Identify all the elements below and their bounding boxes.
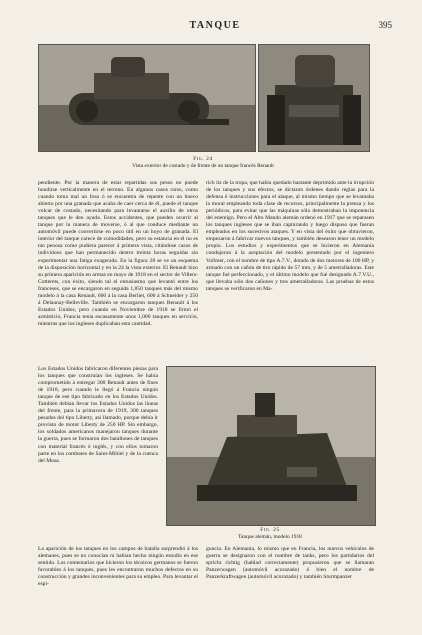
running-head [38,20,392,34]
figure-24-front-photo [258,44,370,152]
figure-25-caption [166,527,374,541]
figure-25-label: Fig. 25 [260,527,280,533]
paragraph: rich itz de la tropa, que había quedado bastante deprimido ante la irrupción de los tanques y sus efectos, se dictaron órdenes dando reglas para la defensa é instrucciones para el ataque, al mismo tiempo que se levantaba la moral empleando toda clase de recursos, principalmente la prensa y los periódicos, para evitar que las máquinas sólo demostraban la impotencia del enemigo. Pero el Alto Mando alemán ordenó en 1917 que se reparasen los tanques ingleses que se iban capturando y luego dispuso que fueran empleados en los sucesivos ataques. Y en vista del éxito que obtuvieron, empezaron á fabricar nuevos tanques, y también desearon tener un modelo propio. Los estudios y experimentos que se hicieron en Alemania condujeron á la aceptación del modelo presentado por el ingeniero Vollmer, con el nombre de tipo A.7.V., dotado de dos motores de 100 HP, y armado con un cañón de tiro rápido de 57 mm, y de 5 ametralladoras. Este tanque fué perfeccionado, y el último modelo que fué designado A.7.V.U., que llevaba sólo dos cañones y tres ametralladoras. Las pruebas de estos tanques se verificaron en Ma- [206,180,374,292]
figure-25-caption-text: Tanque alemán, modelo 1918 [238,534,302,540]
paragraph: pendiente. Por la manera de estar repartidas sus pesos no puede hundirse verticalmente en el terreno. En algunos casos raros, como cuando toma mal un foso ó se encuentra de repente con un hueco abierto por una granada que acaba de caer cerca de él, puede el tanque volcar de costado, necesitando para levantarse el auxilio de otros tanques que le den ayuda. Estos accidentes, que pueden ocurrir al tanque por la manera de moverse, ó al que conduce mediante un automóvil puede convertirse en poco útil en un hoyo de granada. El interior del tanque carece de comodidades, pero su estancia en él no es tan penosa como pudiera parecer á primera vista, citándose casos de individuos que han permanecido dentro treinta horas seguidas sin experimentar una fatiga exagerada. En la figura 28 se ve un esquema de la disposición horizontal y en la 24 la vista exterior. El Renault hizo su primera aparición en armas en mayo de 1918 en el sector de Villers-Cotterets, con éxito, siendo tal el entusiasmo que levantó entre los franceses, que se encargaron en seguida 1,850 tanques más del mismo modelo á la casa Renault, 600 á la casa Berliet, 600 á Schneider y 250 á Delaunay-Belleville. También se encargaron tanques Renault á los Estados Unidos, pero cuando en Noviembre de 1918 se firmó el armisticio, Francia tenía escasamente unos 1,000 tanques en servicio, mientras que los ingleses duplicaban esta cantidad. [38,180,198,327]
paragraph: Los Estados Unidos fabricaron diferentes piezas para los tanques que construían los ingleses. Se había comprometido á entregar 300 Renault antes de fines de 1918, pero cuando le llegó á Francia ningún tanque de ese tipo fabricado en los Estados Unidos. También debían llevar los Estados Unidos las líneas del frente, para la primavera de 1919, 300 tanques pesados del tipo Liberty, así llamado, porque debía ir provisto de motor Liberty de 250 HP. Sin embargo, los soldados americanos manejaron tanques durante la guerra, pues se formaron dos batallones de tanques con material francés é inglés, y con ellos tomaron parte en los combates de Saint-Mihiel y de la cuenca del Mosa. [38,366,158,464]
figure-24-label: Fig. 24 [193,156,213,162]
bottom-left-column [38,546,198,606]
paragraph: guncia. En Alemania, lo mismo que en Francia, los nuevos vehículos de guerra se designaron con el nombre de tanks, pero los partidarios del spricht richtig (hablad correctamente) propusieron que se llamaran Panzerwagen (automóvil acorazado) ó bien el nombre de Panzerkraftwagen (automóvil acorazado) y también Sturmpanzer [206,546,374,581]
left-column-top [38,180,198,363]
left-column-middle [38,366,158,541]
page-running-title: TANQUE [189,20,241,31]
figure-24-caption [38,156,368,170]
page-number: 395 [378,20,392,30]
figure-25-photo [166,366,376,526]
right-column-top [206,180,374,363]
bottom-right-column [206,546,374,606]
paragraph: La aparición de los tanques en los campos de batalla sorprendió á los alemanes, pues se no conocían ni habían hecho ningún estudio en ese sentido. Los comentarios que hicieron los técnicos germanos se fueron favorables á los tanques, pues les encontraron muchos defectos en su construcción y grandes inconvenientes para su empleo. Para levantar el espí- [38,546,198,588]
figure-24-side-photo [38,44,256,152]
figure-24-caption-text: Vista exterior de costado y de frente de un tanque francés Renault [132,163,274,169]
